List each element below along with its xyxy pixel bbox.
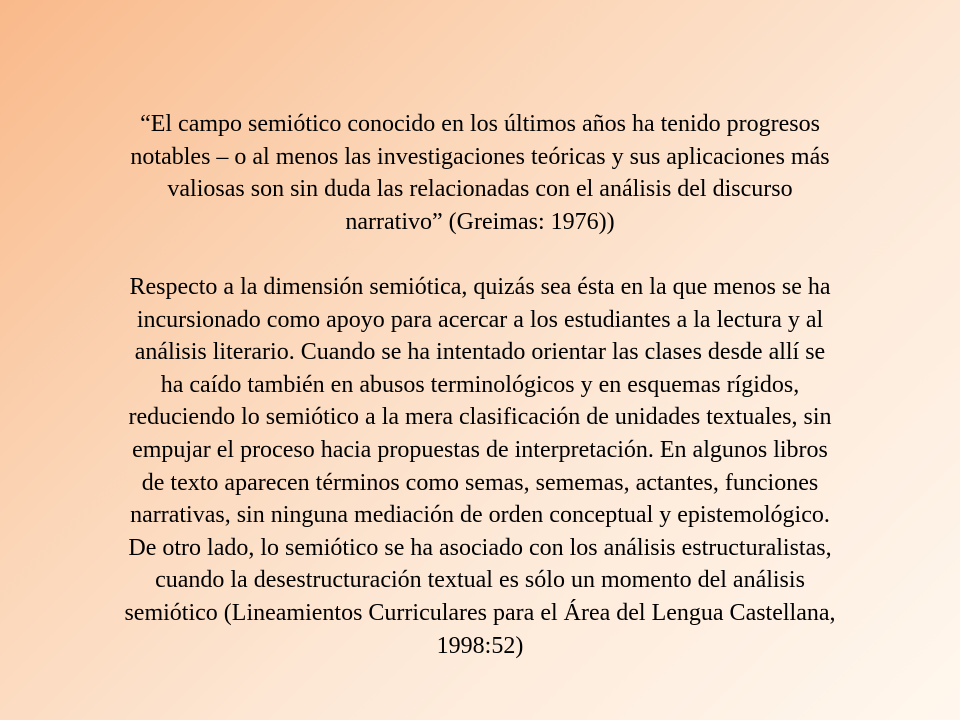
body-line: reduciendo lo semiótico a la mera clasificación de unidades textuales, sin (128, 404, 832, 431)
quote-line: valiosas son sin duda las relacionadas con el análisis del discurso (167, 176, 793, 203)
quote-line: notables – o al menos las investigaciones teóricas y sus aplicaciones más (130, 143, 830, 170)
slide-text-body (40, 108, 920, 662)
body-line: de texto aparecen términos como semas, sememas, actantes, funciones (141, 469, 819, 496)
body-line: narrativas, sin ninguna mediación de orden conceptual y epistemológico. (130, 502, 830, 529)
body-line: ha caído también en abusos terminológicos y en esquemas rígidos, (160, 371, 800, 398)
greimas-quote (40, 108, 920, 238)
paragraph-gap (40, 238, 920, 271)
body-line: Respecto a la dimensión semiótica, quizás sea ésta en la que menos se ha (129, 273, 831, 300)
body-paragraph (40, 271, 920, 662)
quote-line: narrativo” (Greimas: 1976)) (345, 208, 615, 235)
body-line: De otro lado, lo semiótico se ha asociado con los análisis estructuralistas, (128, 534, 832, 561)
body-line: 1998:52) (436, 632, 524, 659)
body-line: análisis literario. Cuando se ha intentado orientar las clases desde allí se (134, 339, 826, 366)
body-line: semiótico (Lineamientos Curriculares para el Área del Lengua Castellana, (124, 599, 836, 626)
body-line: empujar el proceso hacia propuestas de interpretación. En algunos libros (132, 436, 828, 463)
body-line: cuando la desestructuración textual es sólo un momento del análisis (155, 567, 805, 594)
quote-line: “El campo semiótico conocido en los últimos años ha tenido progresos (140, 111, 820, 137)
body-line: incursionado como apoyo para acercar a los estudiantes a la lectura y al (136, 306, 824, 333)
